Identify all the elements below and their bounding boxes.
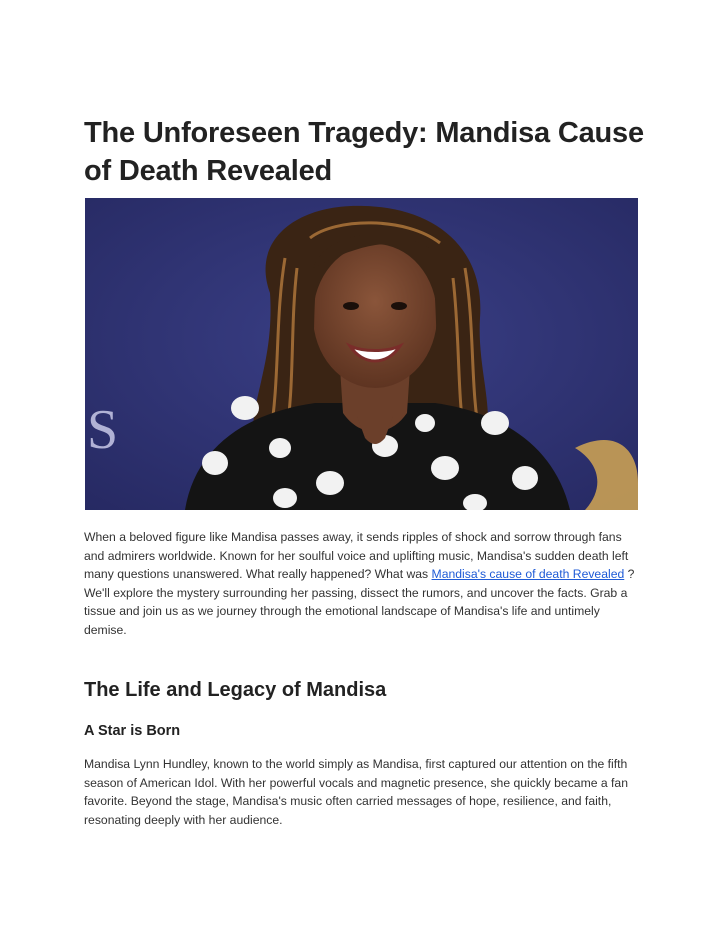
article-title: The Unforeseen Tragedy: Mandisa Cause of Death Revealed [84, 117, 644, 187]
section-heading: The Life and Legacy of Mandisa [84, 679, 387, 701]
hero-image [85, 198, 638, 510]
left-eye [343, 302, 359, 310]
subsection-paragraph: Mandisa Lynn Hundley, known to the world simply as Mandisa, first captured our attention on the fifth season of American Idol. With her powerful vocals and magnetic presence, she quickly became a fan favorite. Beyond the stage, Mandisa's music often carried messages of hope, resilience, and faith, resonating deeply with her audience. [84, 757, 628, 827]
backdrop-letter: S [87, 399, 119, 461]
right-eye [391, 302, 407, 310]
intro-paragraph [84, 528, 640, 640]
face [313, 244, 437, 388]
hero-photo-illustration [85, 198, 638, 510]
intro-text-end: ? We'll explore the mystery surrounding her passing, dissect the rumors, and uncover the facts. Grab a tissue and join us as we journey through the emotional landscape of Mandisa's life and untimely demise. [84, 567, 635, 637]
hair-side-left [305, 268, 313, 398]
cause-of-death-link[interactable]: Mandisa's cause of death Revealed [431, 567, 625, 582]
intro-text-start: When a beloved figure like Mandisa passes away, it sends ripples of shock and sorrow through fans and admirers worldwide. Known for her soulful voice and uplifting music, Mandisa's sudden death left many questions unanswered. What really happened? What was [84, 530, 629, 582]
subsection-heading: A Star is Born [84, 723, 181, 739]
